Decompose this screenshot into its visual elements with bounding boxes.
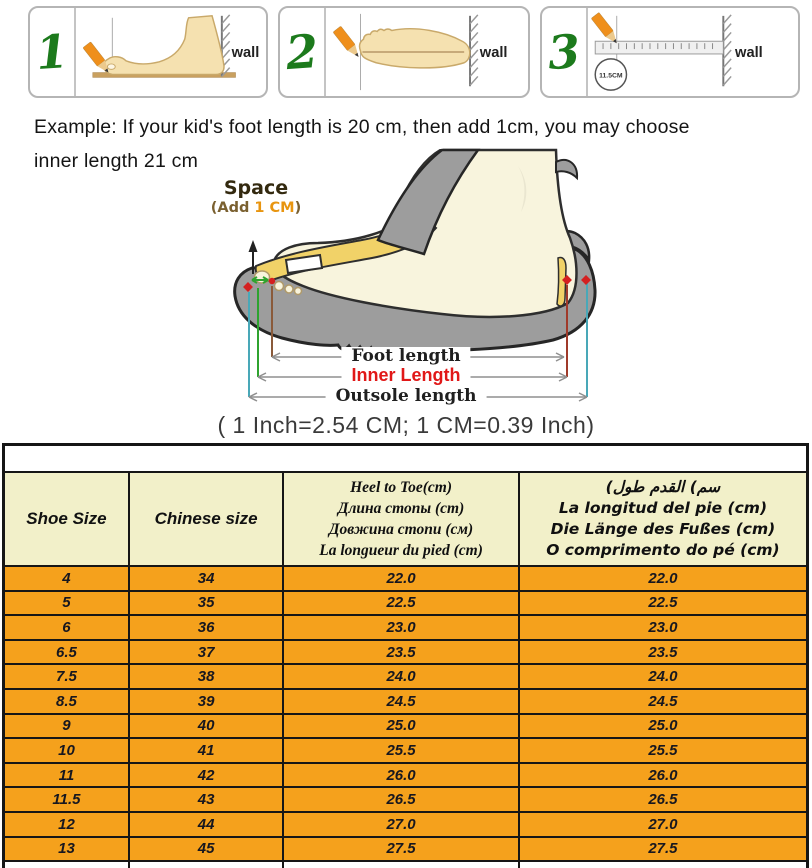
foot-side-shape (104, 16, 224, 75)
header-line: La longitud del pie (cm) (558, 499, 768, 517)
size-cell: 23.0 (283, 615, 519, 640)
size-cell: 27.5 (283, 837, 519, 862)
size-table-body (4, 566, 808, 861)
size-cell: 26.0 (519, 763, 808, 788)
size-cell: 25.0 (283, 714, 519, 739)
unit-conversion-note: ( 1 Inch=2.54 CM; 1 CM=0.39 Inch) (217, 412, 595, 438)
table-partial-row (4, 861, 808, 868)
wall-hatch-icon (470, 15, 478, 85)
measure-step-1 (28, 6, 268, 98)
size-cell: 34 (129, 566, 283, 591)
space-note-value: 1 CM (254, 199, 295, 216)
size-cell: 13 (4, 837, 129, 862)
size-cell: 4 (4, 566, 129, 591)
measure-steps (28, 6, 800, 98)
wall-hatch-icon (723, 15, 731, 85)
size-cell: 40 (129, 714, 283, 739)
space-note-prefix: (Add (210, 199, 255, 216)
space-arrow-icon (249, 240, 258, 252)
size-cell: 36 (129, 615, 283, 640)
header-line: Heel to Toe(cm) (350, 479, 452, 496)
size-cell: 22.0 (283, 566, 519, 591)
size-cell: 25.5 (283, 738, 519, 763)
step-number-zone (542, 8, 588, 96)
size-cell: 24.5 (283, 689, 519, 714)
shoe-length-diagram (0, 140, 812, 443)
size-cell: 42 (129, 763, 283, 788)
outsole-length-label: Outsole length (326, 387, 487, 406)
header-line-arabic: (طول‎ القدم‎ (سم (605, 478, 721, 496)
step-1-art (76, 8, 266, 96)
size-cell: 27.0 (283, 812, 519, 837)
table-row (4, 664, 808, 689)
header-line: Die Länge des Fußes (cm) (550, 520, 776, 538)
space-title: Space (223, 177, 289, 199)
size-cell: 26.5 (519, 787, 808, 812)
size-cell: 23.5 (519, 640, 808, 665)
ruler-measure-icon (588, 8, 798, 96)
header-line: O comprimento do pé (cm) (546, 541, 780, 559)
size-cell: 8.5 (4, 689, 129, 714)
step-3-number: 3 (546, 23, 582, 81)
inner-length-label: Inner Length (342, 366, 471, 386)
size-cell: 12 (4, 812, 129, 837)
size-cell: 43 (129, 787, 283, 812)
header-heel-to-toe (283, 472, 519, 566)
size-cell: 24.0 (283, 664, 519, 689)
step-1-number: 1 (34, 23, 70, 81)
size-cell: 10 (4, 738, 129, 763)
space-label (186, 178, 326, 217)
size-cell: 26.0 (283, 763, 519, 788)
table-row (4, 615, 808, 640)
table-row (4, 738, 808, 763)
table-row (4, 640, 808, 665)
size-cell: 9 (4, 714, 129, 739)
size-cell: 7.5 (4, 664, 129, 689)
size-cell: 22.5 (519, 591, 808, 616)
size-cell: 23.5 (283, 640, 519, 665)
size-cell: 35 (129, 591, 283, 616)
step-2-number: 2 (284, 23, 320, 81)
wall-label: wall (479, 44, 508, 61)
space-note-suffix: ) (294, 199, 302, 216)
measure-step-2 (278, 6, 530, 98)
table-row (4, 763, 808, 788)
foot-top-shape (360, 29, 470, 68)
space-note (186, 200, 326, 217)
size-cell: 45 (129, 837, 283, 862)
size-cell: 41 (129, 738, 283, 763)
foot-side-measure-icon (76, 8, 266, 96)
header-line: Довжина стопи (см) (328, 521, 474, 538)
size-cell: 22.0 (519, 566, 808, 591)
size-cell: 24.0 (519, 664, 808, 689)
table-row (4, 787, 808, 812)
size-cell: 25.5 (519, 738, 808, 763)
step-number-zone (280, 8, 326, 96)
collar-hook-shape (556, 160, 577, 178)
table-row (4, 689, 808, 714)
table-row (4, 812, 808, 837)
pencil-icon (333, 26, 362, 60)
ruler-icon (595, 41, 723, 54)
size-cell: 39 (129, 689, 283, 714)
header-chinese-size: Chinese size (129, 472, 283, 566)
size-cell: 22.5 (283, 591, 519, 616)
table-row (4, 566, 808, 591)
step-3-art (588, 8, 798, 96)
size-cell: 27.5 (519, 837, 808, 862)
foot-length-label: Foot length (341, 347, 470, 366)
size-cell: 44 (129, 812, 283, 837)
example-line-2: inner length 21 cm (34, 150, 199, 172)
size-cell: 23.0 (519, 615, 808, 640)
measure-step-3 (540, 6, 800, 98)
table-row (4, 837, 808, 862)
example-line-1: Example: If your kid's foot length is 20 cm, then add 1cm, you may choose (34, 116, 690, 138)
size-cell: 25.0 (519, 714, 808, 739)
header-line: Длина стопы (cm) (337, 500, 465, 517)
header-line: La longueur du pied (cm) (319, 542, 483, 559)
wall-label: wall (735, 44, 763, 61)
step-number-zone (30, 8, 76, 96)
step-2-art (326, 8, 528, 96)
size-cell: 24.5 (519, 689, 808, 714)
size-table (2, 443, 809, 868)
table-row (4, 591, 808, 616)
table-spacer-row (4, 445, 808, 473)
foot-top-measure-icon (326, 8, 528, 96)
table-header-row (4, 472, 808, 566)
size-cell: 6 (4, 615, 129, 640)
size-cell: 5 (4, 591, 129, 616)
size-cell: 26.5 (283, 787, 519, 812)
size-cell: 38 (129, 664, 283, 689)
size-cell: 11 (4, 763, 129, 788)
ruler-badge-label: 11.5CM (599, 72, 623, 80)
header-shoe-size: Shoe Size (4, 472, 129, 566)
size-cell: 11.5 (4, 787, 129, 812)
wall-label: wall (231, 44, 260, 61)
table-row (4, 714, 808, 739)
header-foot-length (519, 472, 808, 566)
size-cell: 6.5 (4, 640, 129, 665)
size-cell: 27.0 (519, 812, 808, 837)
size-cell: 37 (129, 640, 283, 665)
